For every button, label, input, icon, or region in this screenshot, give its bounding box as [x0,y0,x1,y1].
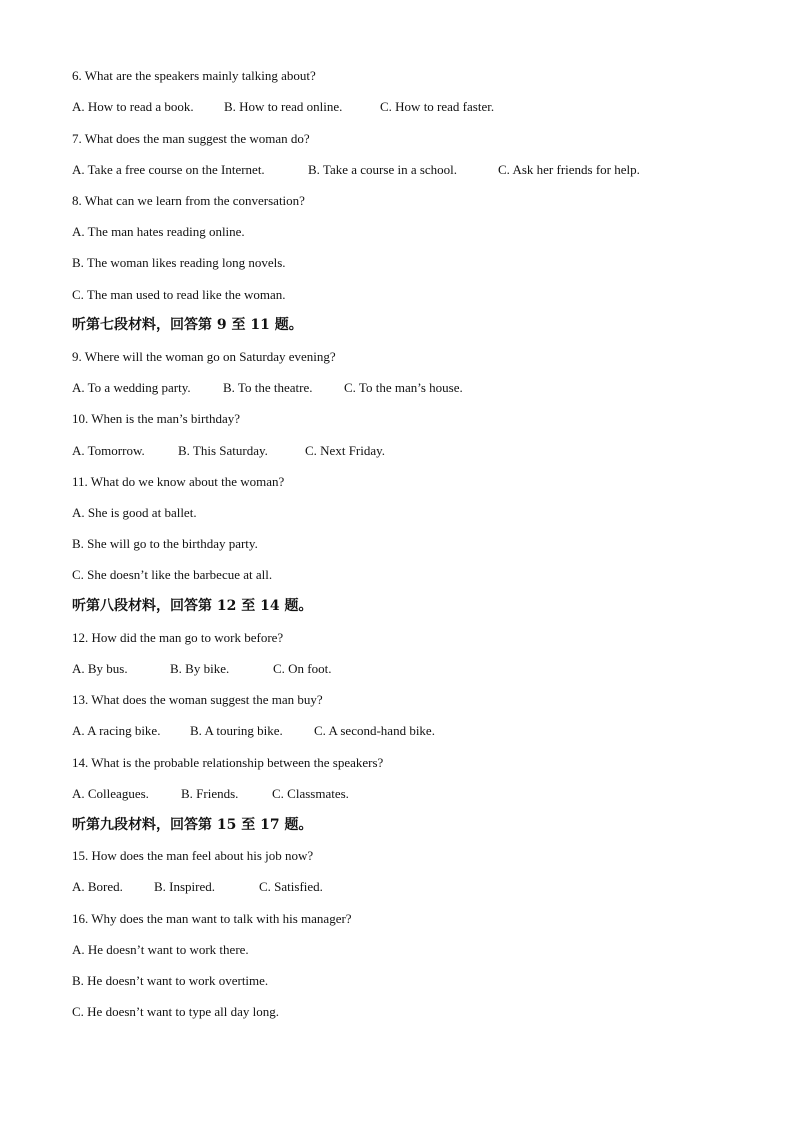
question-10: 10. When is the man’s birthday? [72,411,241,426]
q6-option-c: C. How to read faster. [380,99,495,114]
q16-option-a: A. He doesn’t want to work there. [72,942,249,957]
q10-option-b: B. This Saturday. [178,443,268,458]
q7-option-a: A. Take a free course on the Internet. [72,162,265,177]
q9-option-c: C. To the man’s house. [344,380,463,395]
section-heading-9: 听第九段材料，回答第 15 至 17 题。 [72,817,313,833]
q15-option-c: C. Satisfied. [259,879,323,894]
q15-option-a: A. Bored. [72,879,123,894]
q14-option-c: C. Classmates. [272,786,349,801]
q14-option-a: A. Colleagues. [72,786,149,801]
q12-option-c: C. On foot. [273,661,332,676]
question-8: 8. What can we learn from the conversation? [72,193,305,208]
section-heading-8: 听第八段材料，回答第 12 至 14 题。 [72,598,313,614]
q16-option-b: B. He doesn’t want to work overtime. [72,973,269,988]
section-heading-7: 听第七段材料，回答第 9 至 11 题。 [72,317,303,333]
q6-option-b: B. How to read online. [224,99,343,114]
q13-option-a: A. A racing bike. [72,723,161,738]
question-14: 14. What is the probable relationship between the speakers? [72,755,384,770]
question-9: 9. Where will the woman go on Saturday evening? [72,349,336,364]
question-12: 12. How did the man go to work before? [72,630,284,645]
q11-option-c: C. She doesn’t like the barbecue at all. [72,567,273,582]
q7-option-b: B. Take a course in a school. [308,162,458,177]
q13-option-c: C. A second-hand bike. [314,723,435,738]
q9-option-b: B. To the theatre. [223,380,313,395]
question-6: 6. What are the speakers mainly talking about? [72,68,316,83]
q6-option-a: A. How to read a book. [72,99,194,114]
q12-option-b: B. By bike. [170,661,230,676]
q11-option-b: B. She will go to the birthday party. [72,536,258,551]
q8-option-a: A. The man hates reading online. [72,224,245,239]
question-16: 16. Why does the man want to talk with his manager? [72,911,352,926]
question-13: 13. What does the woman suggest the man buy? [72,692,323,707]
q8-option-c: C. The man used to read like the woman. [72,287,286,302]
q10-option-c: C. Next Friday. [305,443,386,458]
q14-option-b: B. Friends. [181,786,239,801]
q8-option-b: B. The woman likes reading long novels. [72,255,286,270]
q16-option-c: C. He doesn’t want to type all day long. [72,1004,280,1019]
q13-option-b: B. A touring bike. [190,723,283,738]
q11-option-a: A. She is good at ballet. [72,505,197,520]
q10-option-a: A. Tomorrow. [72,443,145,458]
question-7: 7. What does the man suggest the woman do? [72,131,310,146]
q12-option-a: A. By bus. [72,661,128,676]
question-11: 11. What do we know about the woman? [72,474,285,489]
q7-option-c: C. Ask her friends for help. [498,162,640,177]
q9-option-a: A. To a wedding party. [72,380,191,395]
q15-option-b: B. Inspired. [154,879,216,894]
question-15: 15. How does the man feel about his job now? [72,848,314,863]
